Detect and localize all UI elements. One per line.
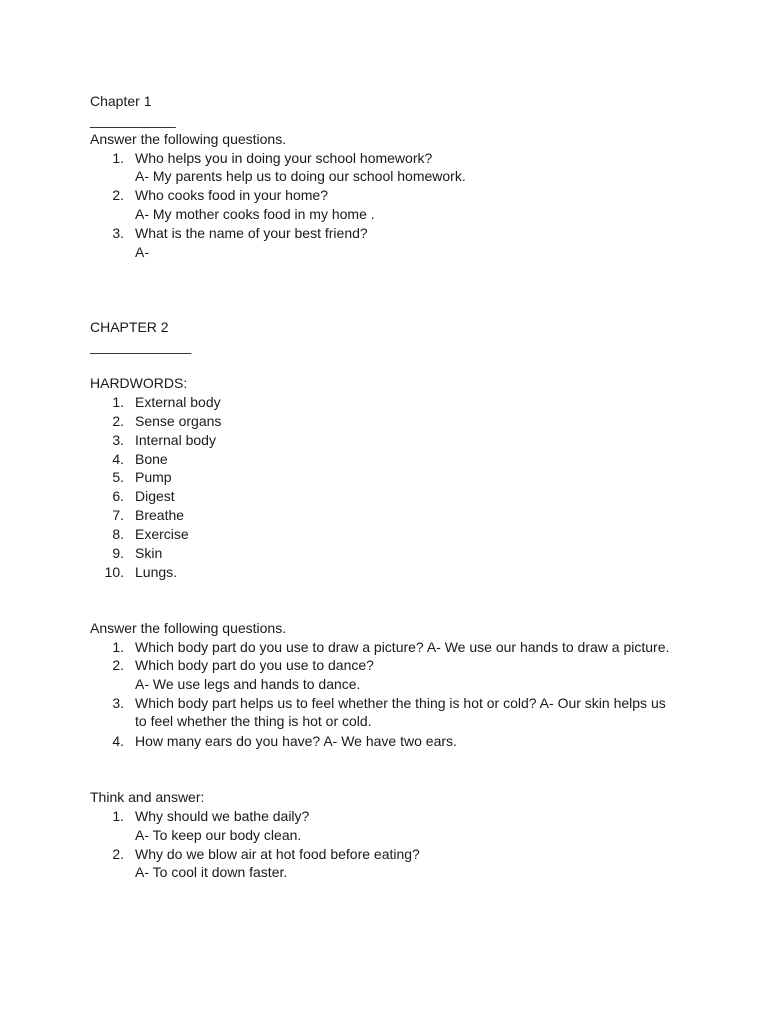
question-text: Who helps you in doing your school homework? xyxy=(135,150,433,166)
hardwords-heading: HARDWORDS: xyxy=(90,375,188,391)
hardword-number: 6. xyxy=(112,488,124,504)
hardword-number: 1. xyxy=(112,394,124,410)
questions-heading: Answer the following questions. xyxy=(90,620,287,636)
question-number: 1. xyxy=(112,639,124,655)
question-text: How many ears do you have? A- We have two ears. xyxy=(135,733,457,749)
chapter1-title: Chapter 1 xyxy=(90,93,152,109)
question-text: Who cooks food in your home? xyxy=(135,187,328,203)
hardword-item: Digest xyxy=(135,488,175,504)
hardword-number: 2. xyxy=(112,413,124,429)
question-text: Which body part helps us to feel whether the thing is hot or cold? A- Our skin helps us to feel whether the thing is hot or cold. xyxy=(135,695,666,729)
hardword-number: 9. xyxy=(112,545,124,561)
hardword-item: Internal body xyxy=(135,432,216,448)
chapter1-heading: Answer the following questions. xyxy=(90,131,287,147)
question-number: 4. xyxy=(112,733,124,749)
hardword-item: Exercise xyxy=(135,526,189,542)
question-number: 1. xyxy=(112,808,124,824)
question-text: Which body part do you use to draw a picture? A- We use our hands to draw a picture. xyxy=(135,639,670,655)
question-number: 3. xyxy=(112,695,124,711)
hardword-item: Lungs. xyxy=(135,564,178,580)
chapter2-title: CHAPTER 2 xyxy=(90,319,169,335)
hardword-number: 10. xyxy=(104,564,124,580)
question-text: Why do we blow air at hot food before eating? xyxy=(135,846,420,862)
hardword-number: 7. xyxy=(112,507,124,523)
answer-text: A- To keep our body clean. xyxy=(135,827,302,843)
hardword-number: 8. xyxy=(112,526,124,542)
question-number: 3. xyxy=(112,225,124,241)
think-heading: Think and answer: xyxy=(90,789,205,805)
hardword-number: 4. xyxy=(112,451,124,467)
question-number: 2. xyxy=(112,657,124,673)
hardword-number: 5. xyxy=(112,469,124,485)
answer-text: A- My parents help us to doing our school homework. xyxy=(135,168,466,184)
question-number: 2. xyxy=(112,187,124,203)
hardword-item: Skin xyxy=(135,545,163,561)
question-number: 2. xyxy=(112,846,124,862)
question-text: Which body part do you use to dance? xyxy=(135,657,374,673)
answer-text: A- We use legs and hands to dance. xyxy=(135,676,361,692)
hardword-item: Pump xyxy=(135,469,172,485)
question-number: 1. xyxy=(112,150,124,166)
chapter2-rule: _____________ xyxy=(90,338,192,354)
answer-text: A- My mother cooks food in my home . xyxy=(135,206,375,222)
question-text: Why should we bathe daily? xyxy=(135,808,310,824)
hardword-item: External body xyxy=(135,394,221,410)
chapter1-rule: ___________ xyxy=(90,112,176,128)
answer-text: A- To cool it down faster. xyxy=(135,864,288,880)
answer-text: A- xyxy=(135,244,149,260)
hardword-number: 3. xyxy=(112,432,124,448)
hardword-item: Breathe xyxy=(135,507,185,523)
hardword-item: Bone xyxy=(135,451,168,467)
hardword-item: Sense organs xyxy=(135,413,222,429)
question-text: What is the name of your best friend? xyxy=(135,225,368,241)
